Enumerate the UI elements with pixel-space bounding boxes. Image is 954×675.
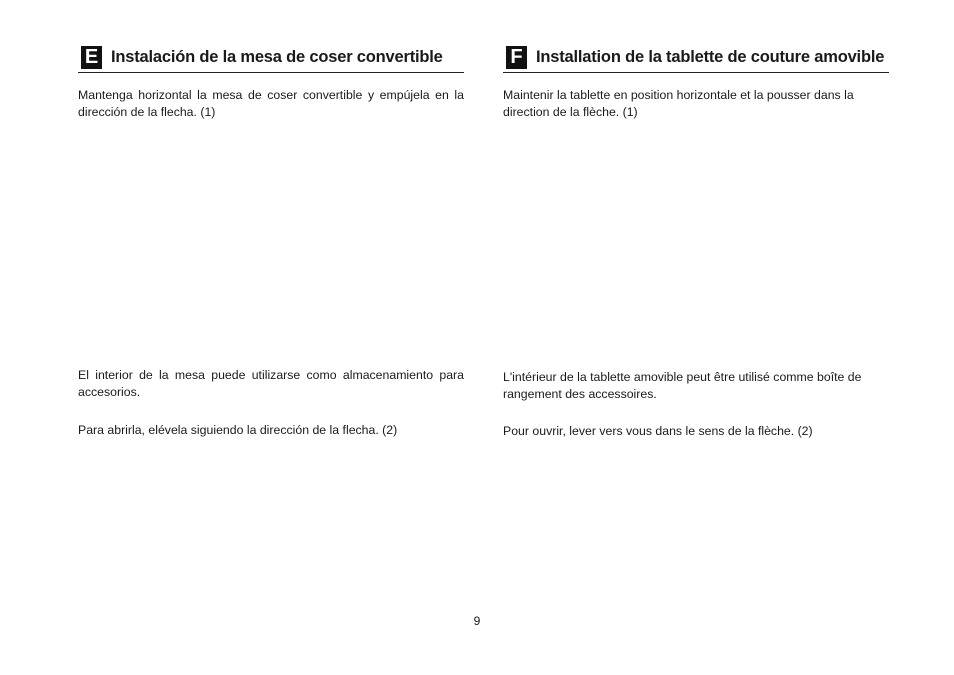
french-paragraph-2: L'intérieur de la tablette amovible peut être utilisé comme boîte de rangement des accessoires. [503,370,862,401]
spanish-paragraph-2: El interior de la mesa puede utilizarse como almacenamiento para accesorios. [78,368,464,399]
french-heading [503,44,889,73]
french-section [503,44,889,438]
language-badge-f: F [506,46,527,69]
spanish-paragraph-1: Mantenga horizontal la mesa de coser convertible y empújela en la dirección de la flecha. (1) [78,88,464,119]
page-number: 9 [473,614,481,628]
french-section-title: Installation de la tablette de couture amovible [536,48,885,66]
language-badge-e: E [81,46,102,69]
spanish-section-title: Instalación de la mesa de coser convertible [111,48,443,66]
spanish-section [78,44,464,437]
french-paragraph-3: Pour ouvrir, lever vers vous dans le sens de la flèche. (2) [503,424,813,438]
spanish-heading [78,44,464,73]
french-paragraph-1: Maintenir la tablette en position horizontale et la pousser dans la direction de la flèche. (1) [503,88,854,119]
spanish-paragraph-3: Para abrirla, elévela siguiendo la dirección de la flecha. (2) [78,423,398,437]
